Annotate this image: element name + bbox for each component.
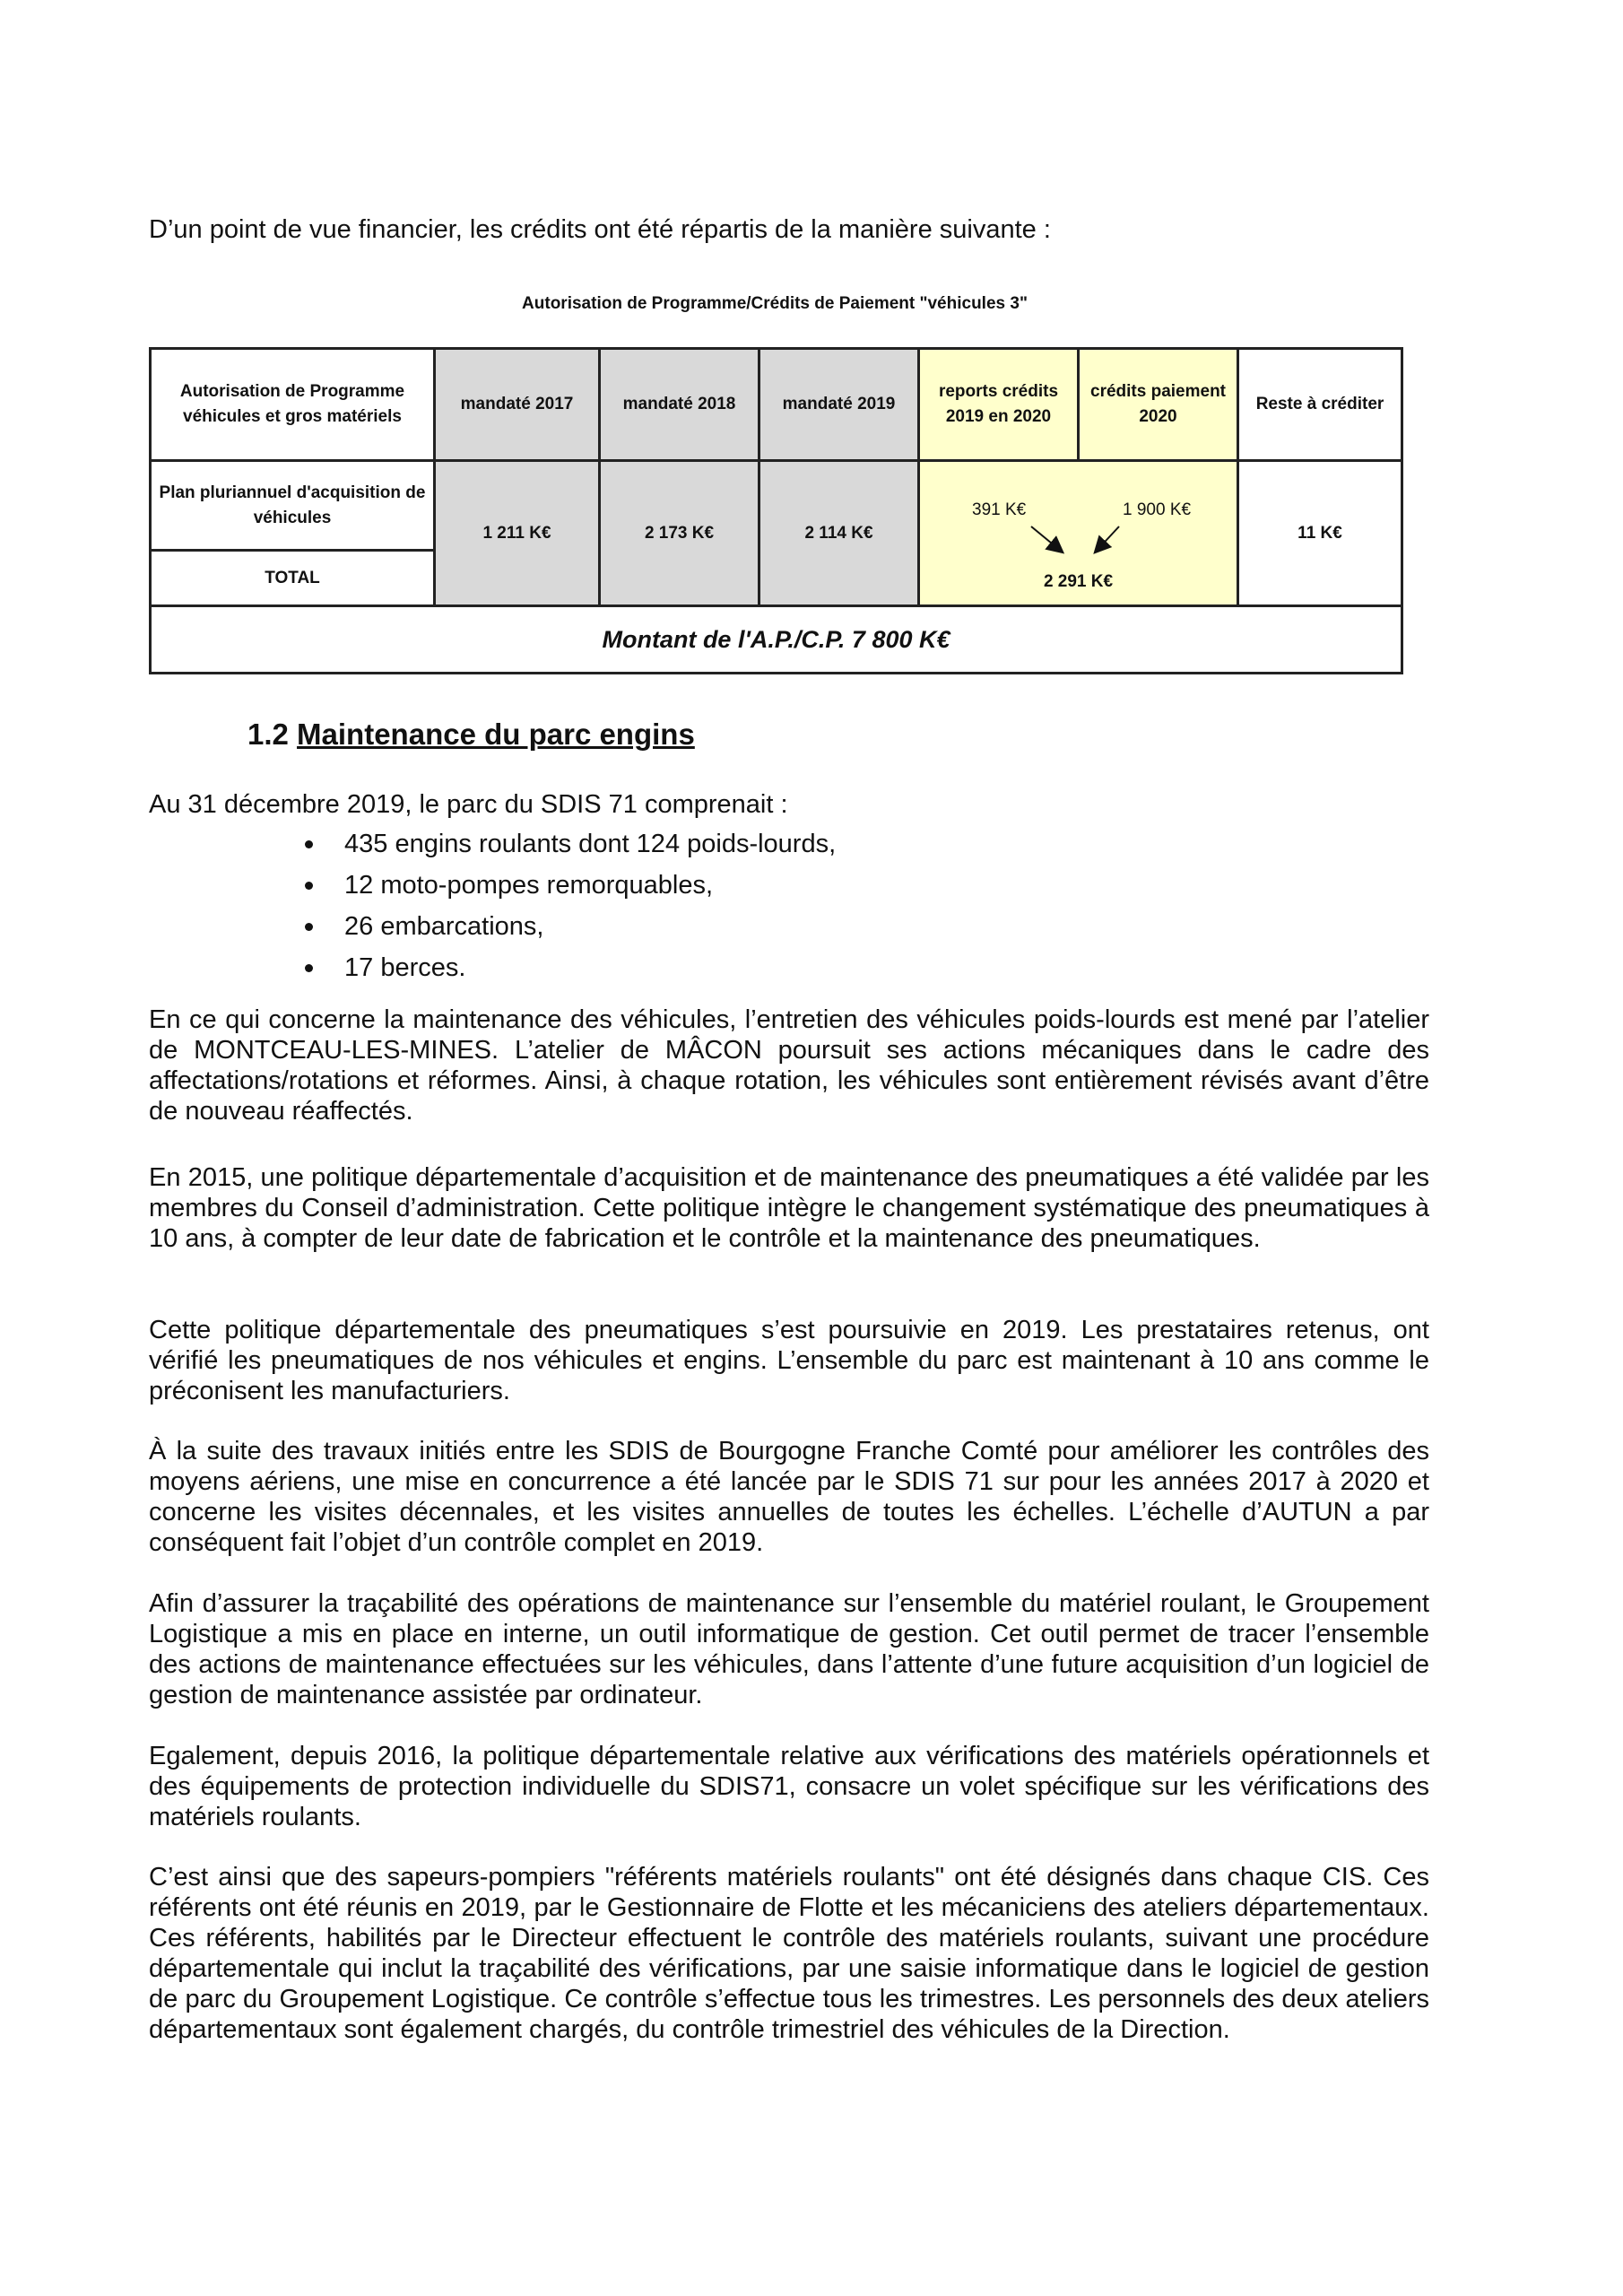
ap-cp-table: [149, 347, 1403, 674]
list-item-text: 17 berces.: [344, 953, 466, 982]
value-credits-2020: 1 900 K€: [1123, 500, 1192, 519]
list-item: [305, 865, 836, 906]
header-ap-label: Autorisation de Programme véhicules et gros matériels: [151, 349, 435, 461]
cell-mandate-2018: 2 173 K€: [600, 461, 759, 606]
cell-mandate-2019: 2 114 K€: [759, 461, 919, 606]
arrow-left-down: [1096, 526, 1119, 552]
list-item: [305, 906, 836, 947]
header-mandate-2017: mandaté 2017: [435, 349, 600, 461]
paragraph-tracabilite: Afin d’assurer la traçabilité des opérations de maintenance sur l’ensemble du matériel roulant, le Groupement Logistique a mis en place en interne, un outil informatique de gestion. Cet outil permet de tracer l’ensemble des actions de maintenance effectuées sur les véhicules, dans l’attente d’une future acquisition d’un logiciel de gestion de maintenance assistée par ordinateur.: [149, 1589, 1429, 1709]
table-row-plan: [151, 461, 1402, 551]
montant-cell: Montant de l'A.P./C.P. 7 800 K€: [151, 606, 1402, 674]
bullet-icon: [305, 964, 313, 972]
section-title: Maintenance du parc engins: [297, 718, 695, 751]
paragraph-referents: C’est ainsi que des sapeurs-pompiers "référents matériels roulants" ont été désignés dans chaque CIS. Ces référents ont été réunis en 2019, par le Gestionnaire de Flotte et les mécaniciens des ateliers départementaux. Ces référents, habilités par le Directeur effectuent le contrôle des matériels roulants, suivant une procédure départementale qui inclut la traçabilité des vérifications, par une saisie informatique dans le logiciel de gestion de parc du Groupement Logistique. Ce contrôle s’effectue tous les trimestres. Les personnels des deux ateliers départementaux sont également chargés, du contrôle trimestriel des véhicules de la Direction.: [149, 1863, 1429, 2044]
arrow-right-down: [1031, 526, 1062, 552]
cell-reste: 11 K€: [1238, 461, 1402, 606]
header-reste: Reste à créditer: [1238, 349, 1402, 461]
bullet-icon: [305, 923, 313, 931]
cell-reports-credits: [919, 461, 1238, 606]
header-mandate-2019: mandaté 2019: [759, 349, 919, 461]
parc-list: [305, 823, 836, 988]
value-sum: 2 291 K€: [1043, 572, 1114, 591]
list-item-text: 26 embarcations,: [344, 912, 544, 941]
paragraph-maintenance: En ce qui concerne la maintenance des véhicules, l’entretien des véhicules poids-lourds est mené par l’atelier de MONTCEAU-LES-MINES. L’atelier de MÂCON poursuit ses actions mécaniques dans le cadre des affectations/rotations et réformes. Ainsi, à chaque rotation, les véhicules sont entièrement révisés avant d’être de nouveau réaffectés.: [149, 1005, 1429, 1126]
paragraph-verifications: Egalement, depuis 2016, la politique départementale relative aux vérifications des matériels opérationnels et des équipements de protection individuelle du SDIS71, consacre un volet spécifique sur les vérifications des matériels roulants.: [149, 1742, 1429, 1831]
list-item-text: 12 moto-pompes remorquables,: [344, 871, 714, 900]
list-item-text: 435 engins roulants dont 124 poids-lourds,: [344, 830, 837, 858]
paragraph-pneumatiques-2019: Cette politique départementale des pneumatiques s’est poursuivie en 2019. Les prestataires retenus, ont vérifié les pneumatiques de nos véhicules et engins. L’ensemble du parc est maintenant à 10 ans comme le préconisent les manufacturiers.: [149, 1316, 1429, 1405]
row-plan-label: Plan pluriannuel d'acquisition de véhicules: [151, 461, 435, 551]
section-number: 1.2: [247, 718, 289, 751]
header-reports: reports crédits 2019 en 2020: [919, 349, 1079, 461]
bullet-icon: [305, 840, 313, 848]
intro-text: D’un point de vue financier, les crédits ont été répartis de la manière suivante :: [149, 215, 1051, 244]
value-reports: 391 K€: [972, 500, 1027, 519]
header-mandate-2018: mandaté 2018: [600, 349, 759, 461]
table-row-montant: [151, 606, 1402, 674]
list-item: [305, 823, 836, 865]
bullet-icon: [305, 882, 313, 890]
section-heading: [247, 718, 695, 752]
table-title: Autorisation de Programme/Crédits de Paiement "véhicules 3": [522, 294, 1028, 313]
parc-intro: Au 31 décembre 2019, le parc du SDIS 71 comprenait :: [149, 790, 788, 819]
paragraph-moyens-aeriens: À la suite des travaux initiés entre les SDIS de Bourgogne Franche Comté pour améliorer les contrôles des moyens aériens, une mise en concurrence a été lancée par le SDIS 71 sur pour les années 2017 à 2020 et concerne les visites décennales, et les visites annuelles de toutes les échelles. L’échelle d’AUTUN a par conséquent fait l’objet d’un contrôle complet en 2019.: [149, 1437, 1429, 1557]
cell-mandate-2017: 1 211 K€: [435, 461, 600, 606]
header-credits-2020: crédits paiement 2020: [1079, 349, 1238, 461]
row-total-label: TOTAL: [151, 551, 435, 606]
paragraph-pneumatiques-2015: En 2015, une politique départementale d’acquisition et de maintenance des pneumatiques a été validée par les membres du Conseil d’administration. Cette politique intègre le changement systématique des pneumatiques à 10 ans, à compter de leur date de fabrication et le contrôle et la maintenance des pneumatiques.: [149, 1163, 1429, 1253]
list-item: [305, 947, 836, 988]
table-header-row: [151, 349, 1402, 461]
